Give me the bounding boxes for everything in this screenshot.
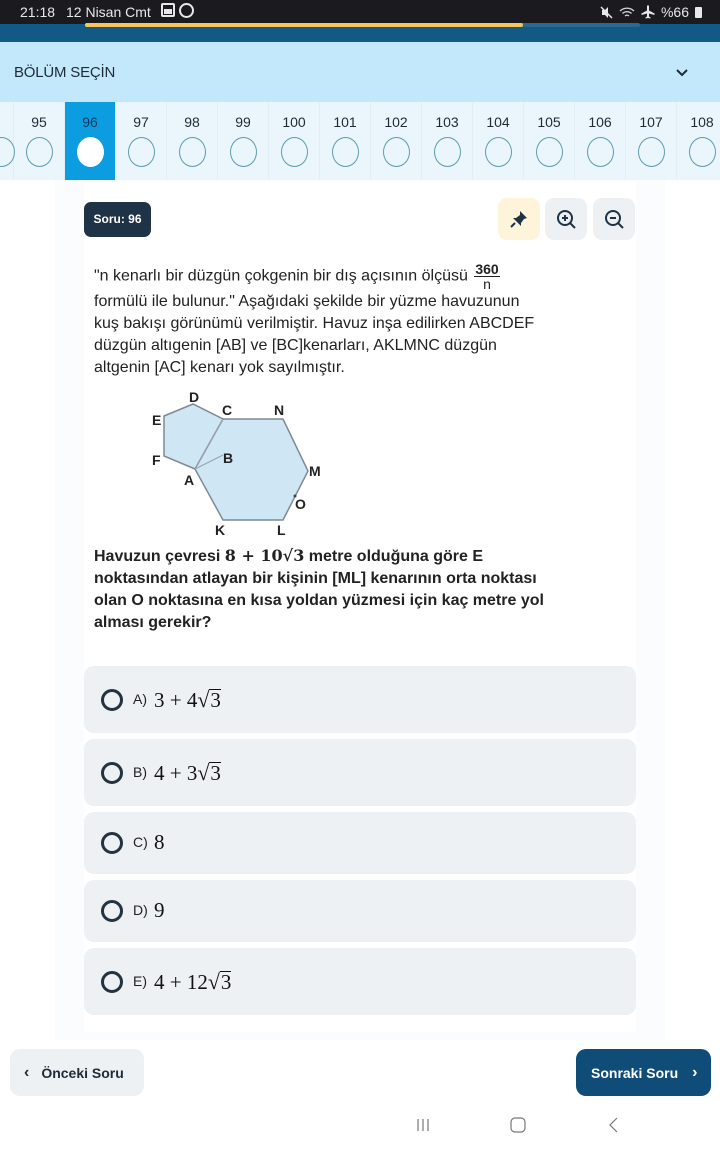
unanswered-indicator bbox=[26, 137, 53, 167]
status-date: 12 Nisan Cmt bbox=[66, 4, 151, 20]
unanswered-indicator bbox=[434, 137, 461, 167]
unanswered-indicator bbox=[536, 137, 563, 167]
answer-option-e[interactable] bbox=[84, 948, 636, 1015]
previous-question-button[interactable]: ‹ Önceki Soru bbox=[10, 1049, 144, 1096]
unanswered-indicator bbox=[0, 137, 15, 167]
option-value: 4 + 12√3 bbox=[154, 968, 232, 994]
question-text bbox=[94, 262, 544, 379]
question-nav-number: 98 bbox=[184, 114, 200, 130]
zoom-in-button[interactable] bbox=[545, 198, 587, 240]
battery-level: %66 bbox=[660, 4, 689, 20]
question-nav-number: 100 bbox=[282, 114, 306, 130]
question-nav-item[interactable] bbox=[116, 102, 167, 180]
question-nav-number: 99 bbox=[235, 114, 251, 130]
unanswered-indicator bbox=[587, 137, 614, 167]
back-icon[interactable] bbox=[605, 1116, 623, 1134]
unanswered-indicator bbox=[281, 137, 308, 167]
exam-progress-bar bbox=[85, 23, 523, 27]
whatsapp-icon bbox=[179, 3, 194, 18]
question-nav-item[interactable] bbox=[167, 102, 218, 180]
question-nav-item[interactable] bbox=[269, 102, 320, 180]
recents-icon[interactable] bbox=[414, 1116, 432, 1134]
question-nav-number: 106 bbox=[588, 114, 612, 130]
battery-icon bbox=[695, 7, 702, 18]
status-right bbox=[600, 4, 702, 20]
question-nav-number: 104 bbox=[486, 114, 510, 130]
question-nav-item[interactable] bbox=[473, 102, 524, 180]
current-indicator bbox=[77, 137, 104, 167]
label-C: C bbox=[222, 402, 233, 418]
question-nav-number: 95 bbox=[31, 114, 47, 130]
radio-button[interactable] bbox=[101, 689, 123, 711]
question-number-badge: Soru: 96 bbox=[84, 202, 151, 237]
label-F: F bbox=[152, 452, 161, 468]
label-B: B bbox=[223, 450, 234, 466]
chevron-down-icon bbox=[672, 62, 692, 82]
question-nav-item[interactable] bbox=[14, 102, 65, 180]
option-letter: E) bbox=[133, 972, 147, 989]
question-nav-number: 96 bbox=[82, 114, 98, 130]
gallery-icon bbox=[161, 3, 175, 17]
question-prompt: Havuzun çevresi 8 + 10√3 metre olduğuna göre E noktasından atlayan bir kişinin [ML] kenarının orta noktası olan O noktasına en kısa yoldan yüzmesi için kaç metre yol alması gerekir? bbox=[94, 546, 544, 631]
chevron-right-icon: › bbox=[692, 1063, 698, 1081]
question-nav-item[interactable] bbox=[524, 102, 575, 180]
label-K: K bbox=[215, 522, 226, 538]
question-text-part2: formülü ile bulunur." Aşağıdaki şekilde bir yüzme havuzunun kuş bakışı görünümü verilmiştir. Havuz inşa edilirken ABCDEF düzgün altıgenin [AB] ve [BC]kenarları, AKLMNC düzgün altgenin [AC] kenarı yok sayılmıştır. bbox=[94, 293, 535, 376]
pin-button[interactable] bbox=[498, 198, 540, 240]
question-navigator bbox=[0, 102, 720, 180]
section-selector[interactable] bbox=[0, 42, 720, 102]
perimeter-expression: 8 + 10√3 bbox=[224, 546, 305, 565]
airplane-icon bbox=[641, 5, 655, 19]
question-nav-item[interactable] bbox=[65, 102, 116, 180]
label-D: D bbox=[189, 389, 200, 405]
mute-icon bbox=[600, 6, 613, 19]
question-nav-number: 101 bbox=[333, 114, 357, 130]
label-O: O bbox=[295, 496, 306, 512]
sqrt-symbol: √ bbox=[197, 759, 210, 785]
radio-button[interactable] bbox=[101, 971, 123, 993]
pin-icon bbox=[508, 208, 530, 230]
pool-figure bbox=[140, 385, 340, 540]
next-question-button[interactable]: Sonraki Soru › bbox=[576, 1049, 711, 1096]
status-bar bbox=[0, 0, 720, 24]
label-N: N bbox=[274, 402, 285, 418]
radio-button[interactable] bbox=[101, 762, 123, 784]
label-M: M bbox=[309, 463, 321, 479]
sqrt-symbol: √ bbox=[197, 686, 210, 712]
question-nav-item[interactable] bbox=[218, 102, 269, 180]
unanswered-indicator bbox=[383, 137, 410, 167]
unanswered-indicator bbox=[230, 137, 257, 167]
question-nav-number: 105 bbox=[537, 114, 561, 130]
section-selector-label: BÖLÜM SEÇİN bbox=[14, 64, 116, 81]
question-nav-item[interactable] bbox=[320, 102, 371, 180]
option-value: 9 bbox=[154, 898, 165, 922]
question-nav-number: 108 bbox=[690, 114, 714, 130]
fraction-360-over-n: $\frac{360}{n}$ bbox=[475, 261, 499, 292]
notification-icons bbox=[161, 3, 194, 18]
option-value: 8 bbox=[154, 830, 165, 854]
sqrt-symbol: √ bbox=[207, 968, 220, 994]
label-L: L bbox=[277, 522, 286, 538]
question-nav-item[interactable] bbox=[0, 102, 14, 180]
unanswered-indicator bbox=[128, 137, 155, 167]
answer-option-c[interactable] bbox=[84, 812, 636, 874]
zoom-in-icon bbox=[555, 208, 577, 230]
unanswered-indicator bbox=[689, 137, 716, 167]
question-nav-number: 103 bbox=[435, 114, 459, 130]
question-nav-number: 107 bbox=[639, 114, 663, 130]
zoom-out-icon bbox=[603, 208, 625, 230]
option-value: 4 + 3√3 bbox=[154, 759, 221, 785]
option-letter: B) bbox=[133, 763, 147, 780]
question-nav-item[interactable] bbox=[575, 102, 626, 180]
option-letter: C) bbox=[133, 834, 148, 850]
status-time: 21:18 bbox=[20, 4, 56, 20]
question-nav-item[interactable] bbox=[422, 102, 473, 180]
home-icon[interactable] bbox=[509, 1116, 527, 1134]
chevron-left-icon: ‹ bbox=[24, 1063, 30, 1081]
option-letter: D) bbox=[133, 902, 148, 918]
question-text-part1: "n kenarlı bir düzgün çokgenin bir dış açısının ölçüsü bbox=[94, 267, 468, 285]
wifi-icon bbox=[619, 6, 635, 19]
label-A: A bbox=[184, 472, 195, 488]
answer-option-d[interactable] bbox=[84, 880, 636, 942]
question-nav-item[interactable] bbox=[626, 102, 677, 180]
unanswered-indicator bbox=[485, 137, 512, 167]
unanswered-indicator bbox=[332, 137, 359, 167]
answer-option-b[interactable] bbox=[84, 739, 636, 806]
unanswered-indicator bbox=[638, 137, 665, 167]
option-value: 3 + 4√3 bbox=[154, 686, 221, 712]
answer-option-a[interactable] bbox=[84, 666, 636, 733]
radio-button[interactable] bbox=[101, 900, 123, 922]
zoom-out-button[interactable] bbox=[593, 198, 635, 240]
option-letter: A) bbox=[133, 690, 147, 707]
unanswered-indicator bbox=[179, 137, 206, 167]
question-nav-item[interactable] bbox=[371, 102, 422, 180]
question-nav-number: 102 bbox=[384, 114, 408, 130]
question-nav-number: 97 bbox=[133, 114, 149, 130]
radio-button[interactable] bbox=[101, 832, 123, 854]
label-E: E bbox=[152, 412, 162, 428]
question-nav-item[interactable] bbox=[677, 102, 720, 180]
